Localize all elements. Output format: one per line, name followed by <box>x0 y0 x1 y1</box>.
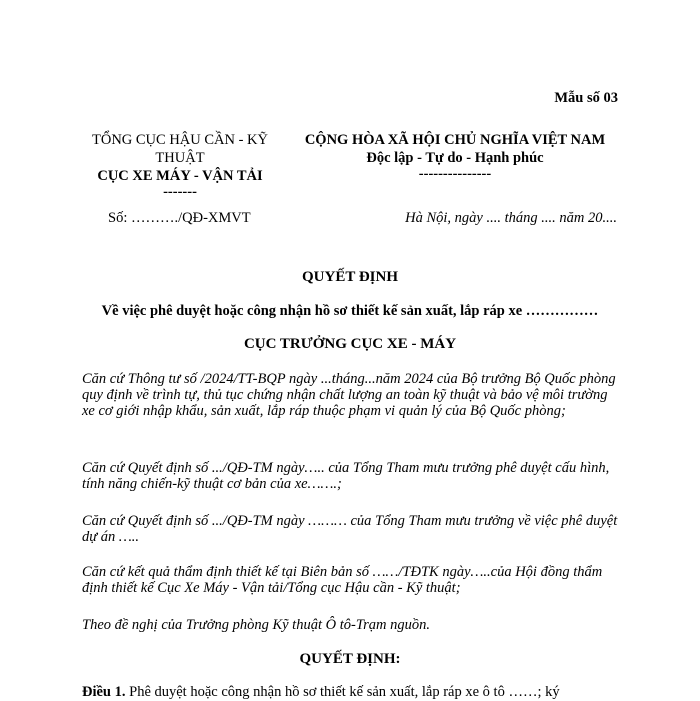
proposal-basis: Theo đề nghị của Trưởng phòng Kỹ thuật Ô tô-Trạm nguồn. <box>82 617 430 633</box>
legal-basis-1: Căn cứ Thông tư số /2024/TT-BQP ngày ...tháng...năm 2024 của Bộ trưởng Bộ Quốc phòng quy định về trình tự, thủ tục chứng nhận chất lượng an toàn kỹ thuật và bảo vệ môi trường xe cơ giới nhập khẩu, sản xuất, lắp ráp thuộc phạm vi quản lý của Bộ Quốc phòng; <box>82 371 616 419</box>
legal-basis-4: Căn cứ kết quả thẩm định thiết kế tại Biên bản số ……/TĐTK ngày…..của Hội đồng thẩm định thiết kế Cục Xe Máy - Vận tải/Tổng cục Hậu cần - Kỹ thuật; <box>82 564 603 596</box>
document-subject: Về việc phê duyệt hoặc công nhận hồ sơ thiết kế sản xuất, lắp ráp xe …………… <box>101 303 599 319</box>
decision-heading: QUYẾT ĐỊNH: <box>299 651 401 667</box>
agency-parent: TỔNG CỤC HẬU CẦN - KỸ THUẬT <box>91 132 268 166</box>
nation-header <box>290 131 620 181</box>
agency-divider: ------- <box>163 184 197 200</box>
agency-name: CỤC XE MÁY - VẬN TẢI <box>97 168 263 184</box>
article-1 <box>82 684 642 701</box>
nation-divider: --------------- <box>418 166 492 182</box>
legal-basis-3: Căn cứ Quyết định số .../QĐ-TM ngày ……… của Tổng Tham mưu trưởng về việc phê duyệt dự án ….. <box>82 513 618 545</box>
issuer-title: CỤC TRƯỞNG CỤC XE - MÁY <box>243 336 457 352</box>
article-1-label: Điều 1. <box>82 684 126 700</box>
document-number: Số: ………./QĐ-XMVT <box>108 210 251 226</box>
agency-header <box>80 131 280 199</box>
form-number: Mẫu số 03 <box>554 90 618 106</box>
document-title: QUYẾT ĐỊNH <box>302 269 398 285</box>
place-date: Hà Nội, ngày .... tháng .... năm 20.... <box>405 210 617 226</box>
article-1-text: Phê duyệt hoặc công nhận hồ sơ thiết kế sản xuất, lắp ráp xe ô tô ……; ký <box>125 684 560 700</box>
legal-basis-2: Căn cứ Quyết định số .../QĐ-TM ngày….. của Tổng Tham mưu trưởng phê duyệt cấu hình, tính năng chiến-kỹ thuật cơ bản của xe…….; <box>82 460 610 492</box>
nation-motto: Độc lập - Tự do - Hạnh phúc <box>366 150 544 166</box>
nation-name: CỘNG HÒA XÃ HỘI CHỦ NGHĨA VIỆT NAM <box>304 132 606 148</box>
